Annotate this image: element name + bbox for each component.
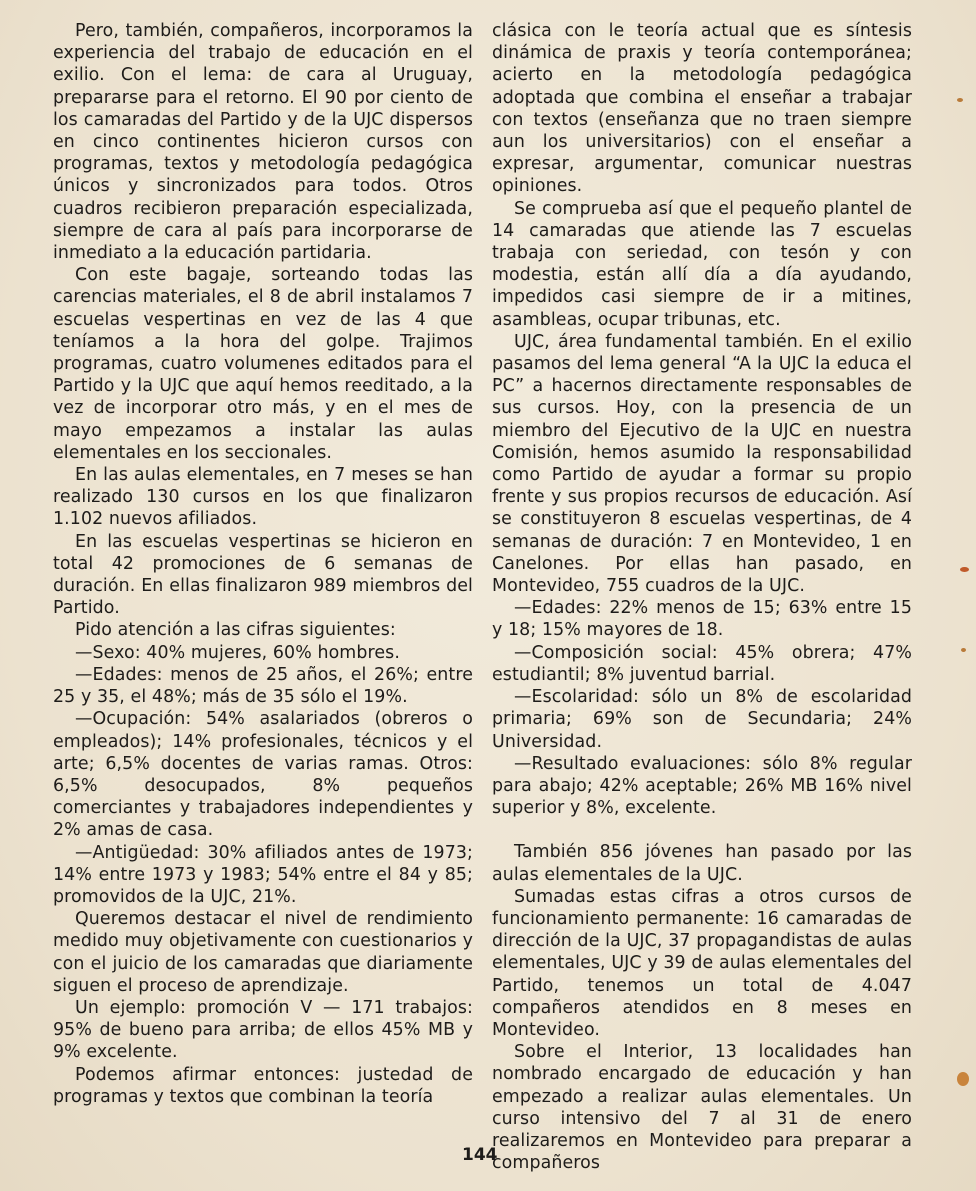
- ink-spot: [957, 98, 963, 102]
- paragraph: Con este bagaje, sorteando todas las carencias materiales, el 8 de abril instalamos 7 escuelas vespertinas en vez de las 4 que teníamos a la hora del golpe. Trajimos programas, cuatro volumenes editados para el Partido y la UJC que aquí hemos reeditado, a la vez de incorporar otro más, y en el mes de mayo empezamos a instalar las aulas elementales en los seccionales.: [53, 265, 473, 463]
- left-text-column: [53, 20, 473, 1108]
- right-text-column: [492, 20, 912, 1174]
- paragraph: Queremos destacar el nivel de rendimiento medido muy objetivamente con cuestionarios y con el juicio de los camaradas que diariamente siguen el proceso de aprendizaje.: [53, 909, 473, 996]
- paragraph: Sumadas estas cifras a otros cursos de funcionamiento permanente: 16 camaradas de dirección de la UJC, 37 propagandistas de aulas elementales, UJC y 39 de aulas elementales del Partido, tenemos un total de 4.047 compañeros atendidos en 8 meses en Montevideo.: [492, 886, 912, 1040]
- list-item: —Escolaridad: sólo un 8% de escolaridad primaria; 69% son de Secundaria; 24% Universidad.: [492, 687, 912, 752]
- paragraph: Se comprueba así que el pequeño plantel de 14 camaradas que atiende las 7 escuelas trabaja con seriedad, con tesón y con modestia, están allí día a día ayudando, impedidos casi siempre de ir a mitines, asambleas, ocupar tribunas, etc.: [492, 198, 912, 330]
- list-item: —Edades: 22% menos de 15; 63% entre 15 y 18; 15% mayores de 18.: [492, 598, 912, 641]
- paragraph: clásica con le teoría actual que es síntesis dinámica de praxis y teoría contemporánea; acierto en la metodología pedagógica adoptada que combina el enseñar a trabajar con textos (enseñanza que no traen siempre aun los universitarios) con el enseñar a expresar, argumentar, comunicar nuestras opiniones.: [492, 21, 912, 197]
- paragraph: En las escuelas vespertinas se hicieron en total 42 promociones de 6 semanas de duración. En ellas finalizaron 989 miembros del Partido.: [53, 531, 473, 619]
- paragraph: Sobre el Interior, 13 localidades han nombrado encargado de educación y han empezado a realizar aulas elementales. Un curso intensivo del 7 al 31 de enero realizaremos en Montevideo para preparar a compañeros: [492, 1042, 912, 1174]
- paragraph: Podemos afirmar entonces: justedad de programas y textos que combinan la teoría: [53, 1064, 473, 1107]
- list-item: —Antigüedad: 30% afiliados antes de 1973; 14% entre 1973 y 1983; 54% entre el 84 y 85; promovidos de la UJC, 21%.: [53, 842, 473, 907]
- page-number: 144: [462, 1145, 498, 1165]
- ink-spot: [957, 1072, 969, 1086]
- list-item: —Composición social: 45% obrera; 47% estudiantil; 8% juventud barrial.: [492, 642, 912, 685]
- paragraph: También 856 jóvenes han pasado por las aulas elementales de la UJC.: [492, 842, 912, 885]
- paragraph: UJC, área fundamental también. En el exilio pasamos del lema general “A la UJC la educa el PC” a hacernos directamente responsables de sus cursos. Hoy, con la presencia de un miembro del Ejecutivo de la UJC en nuestra Comisión, hemos asumido la responsabilidad como Partido de ayudar a formar su propio frente y sus propios recursos de educación. Así se constituyeron 8 escuelas vespertinas, de 4 semanas de duración: 7 en Montevideo, 1 en Canelones. Por ellas han pasado, en Montevideo, 755 cuadros de la UJC.: [492, 331, 912, 597]
- paragraph: Pido atención a las cifras siguientes:: [75, 620, 396, 641]
- list-item: —Edades: menos de 25 años, el 26%; entre 25 y 35, el 48%; más de 35 sólo el 19%.: [53, 664, 473, 708]
- paragraph: En las aulas elementales, en 7 meses se han realizado 130 cursos en los que finalizaron 1.102 nuevos afiliados.: [53, 465, 473, 530]
- paragraph: Pero, también, compañeros, incorporamos la experiencia del trabajo de educación en el exilio. Con el lema: de cara al Uruguay, prepararse para el retorno. El 90 por ciento de los camaradas del Partido y de la UJC dispersos en cinco continentes hicieron cursos con programas, textos y metodología pedagógica únicos y sincronizados para todos. Otros cuadros recibieron preparación especializada, siempre de cara al país para incorporarse de inmediato a la educación partidaria.: [53, 21, 473, 264]
- list-item: —Resultado evaluaciones: sólo 8% regular para abajo; 42% aceptable; 26% MB 16% nivel superior y 8%, excelente.: [492, 753, 912, 819]
- ink-spot: [960, 567, 969, 572]
- list-item: —Ocupación: 54% asalariados (obreros o empleados); 14% profesionales, técnicos y el arte; 6,5% docentes de varias ramas. Otros: 6,5% desocupados, 8% pequeños comerciantes y trabajadores independientes y 2% amas de casa.: [53, 709, 473, 841]
- paragraph: Un ejemplo: promoción V — 171 trabajos: 95% de bueno para arriba; de ellos 45% MB y 9% excelente.: [53, 997, 473, 1063]
- list-item: —Sexo: 40% mujeres, 60% hombres.: [75, 642, 400, 663]
- ink-spot: [961, 648, 966, 652]
